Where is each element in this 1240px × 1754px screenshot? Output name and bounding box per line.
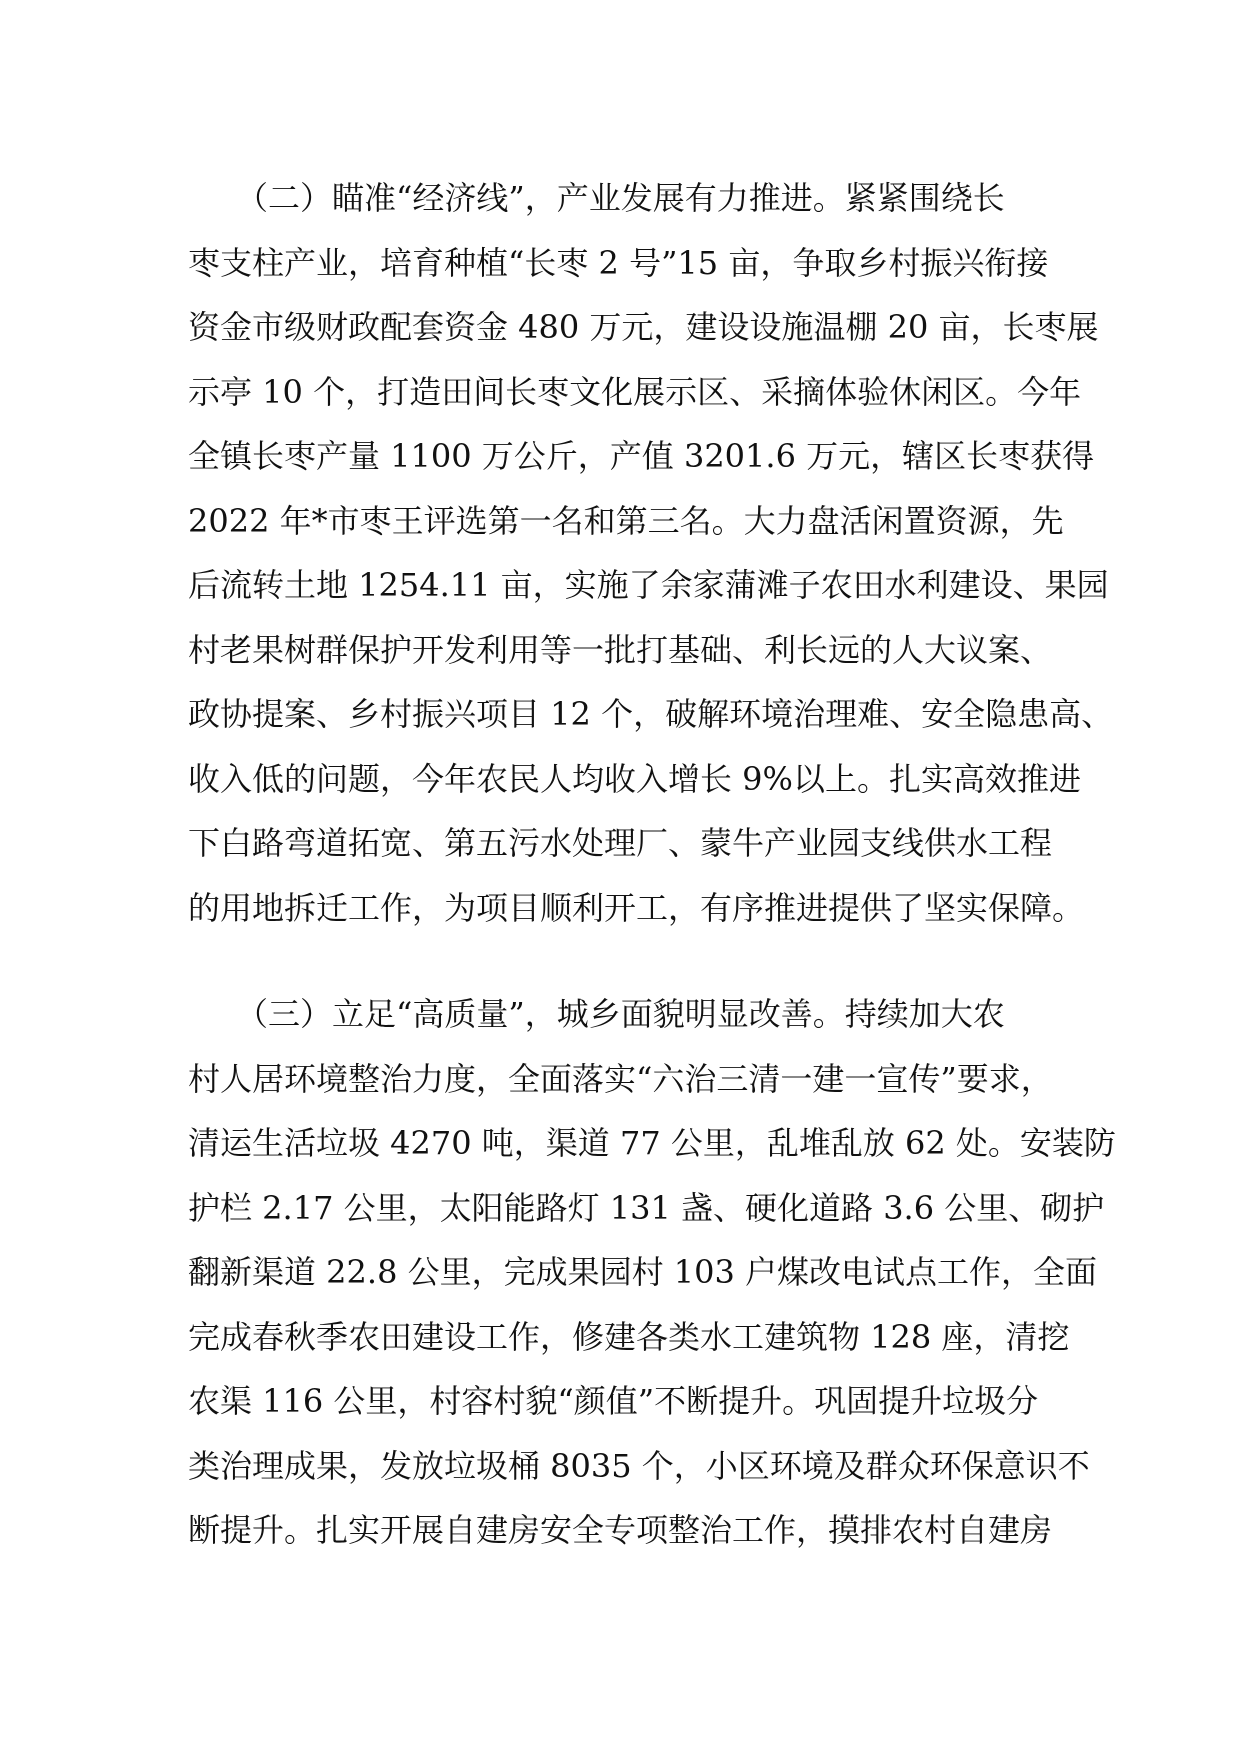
text-line: （二）瞄准“经济线”，产业发展有力推进。紧紧围绕长 — [188, 179, 1005, 217]
paragraph-industry-development — [188, 166, 1114, 940]
paragraph-urban-rural-improvement — [188, 982, 1116, 1563]
text-line: 村人居环境整治力度，全面落实“六治三清一建一宣传”要求， — [188, 1059, 1053, 1098]
text-line: 村老果树群保护开发利用等一批打基础、利长远的人大议案、 — [188, 630, 1053, 669]
text-line: 后流转土地 1254.11 亩，实施了余家蒲滩子农田水利建设、果园 — [188, 566, 1109, 604]
text-line: 资金市级财政配套资金 480 万元，建设设施温棚 20 亩，长枣展 — [188, 308, 1099, 346]
text-line: 2022 年*市枣王评选第一名和第三名。大力盘活闲置资源，先 — [188, 501, 1064, 540]
text-line: 全镇长枣产量 1100 万公斤，产值 3201.6 万元，辖区长枣获得 — [188, 437, 1095, 475]
text-line: 示亭 10 个，打造田间长枣文化展示区、采摘体验休闲区。今年 — [188, 372, 1082, 411]
text-line: 护栏 2.17 公里，太阳能路灯 131 盏、硬化道路 3.6 公里、砌护 — [188, 1188, 1105, 1227]
text-line: （三）立足“高质量”，城乡面貌明显改善。持续加大农 — [188, 995, 1005, 1033]
text-line: 政协提案、乡村振兴项目 12 个，破解环境治理难、安全隐患高、 — [188, 695, 1114, 733]
text-line: 收入低的问题，今年农民人均收入增长 9%以上。扎实高效推进 — [188, 759, 1081, 798]
text-line: 断提升。扎实开展自建房安全专项整治工作，摸排农村自建房 — [188, 1511, 1053, 1549]
text-line: 翻新渠道 22.8 公里，完成果园村 103 户煤改电试点工作，全面 — [188, 1253, 1098, 1291]
text-line: 枣支柱产业，培育种植“长枣 2 号”15 亩，争取乡村振兴衔接 — [188, 243, 1049, 282]
text-line: 下白路弯道拓宽、第五污水处理厂、蒙牛产业园支线供水工程 — [188, 824, 1053, 862]
text-line: 完成春秋季农田建设工作，修建各类水工建筑物 128 座，清挖 — [188, 1317, 1070, 1356]
text-line: 的用地拆迁工作，为项目顺利开工，有序推进提供了坚实保障。 — [188, 888, 1085, 927]
text-line: 类治理成果，发放垃圾桶 8035 个，小区环境及群众环保意识不 — [188, 1446, 1090, 1485]
text-line: 清运生活垃圾 4270 吨，渠道 77 公里，乱堆乱放 62 处。安装防 — [188, 1124, 1116, 1162]
text-line: 农渠 116 公里，村容村貌“颜值”不断提升。巩固提升垃圾分 — [188, 1382, 1039, 1420]
